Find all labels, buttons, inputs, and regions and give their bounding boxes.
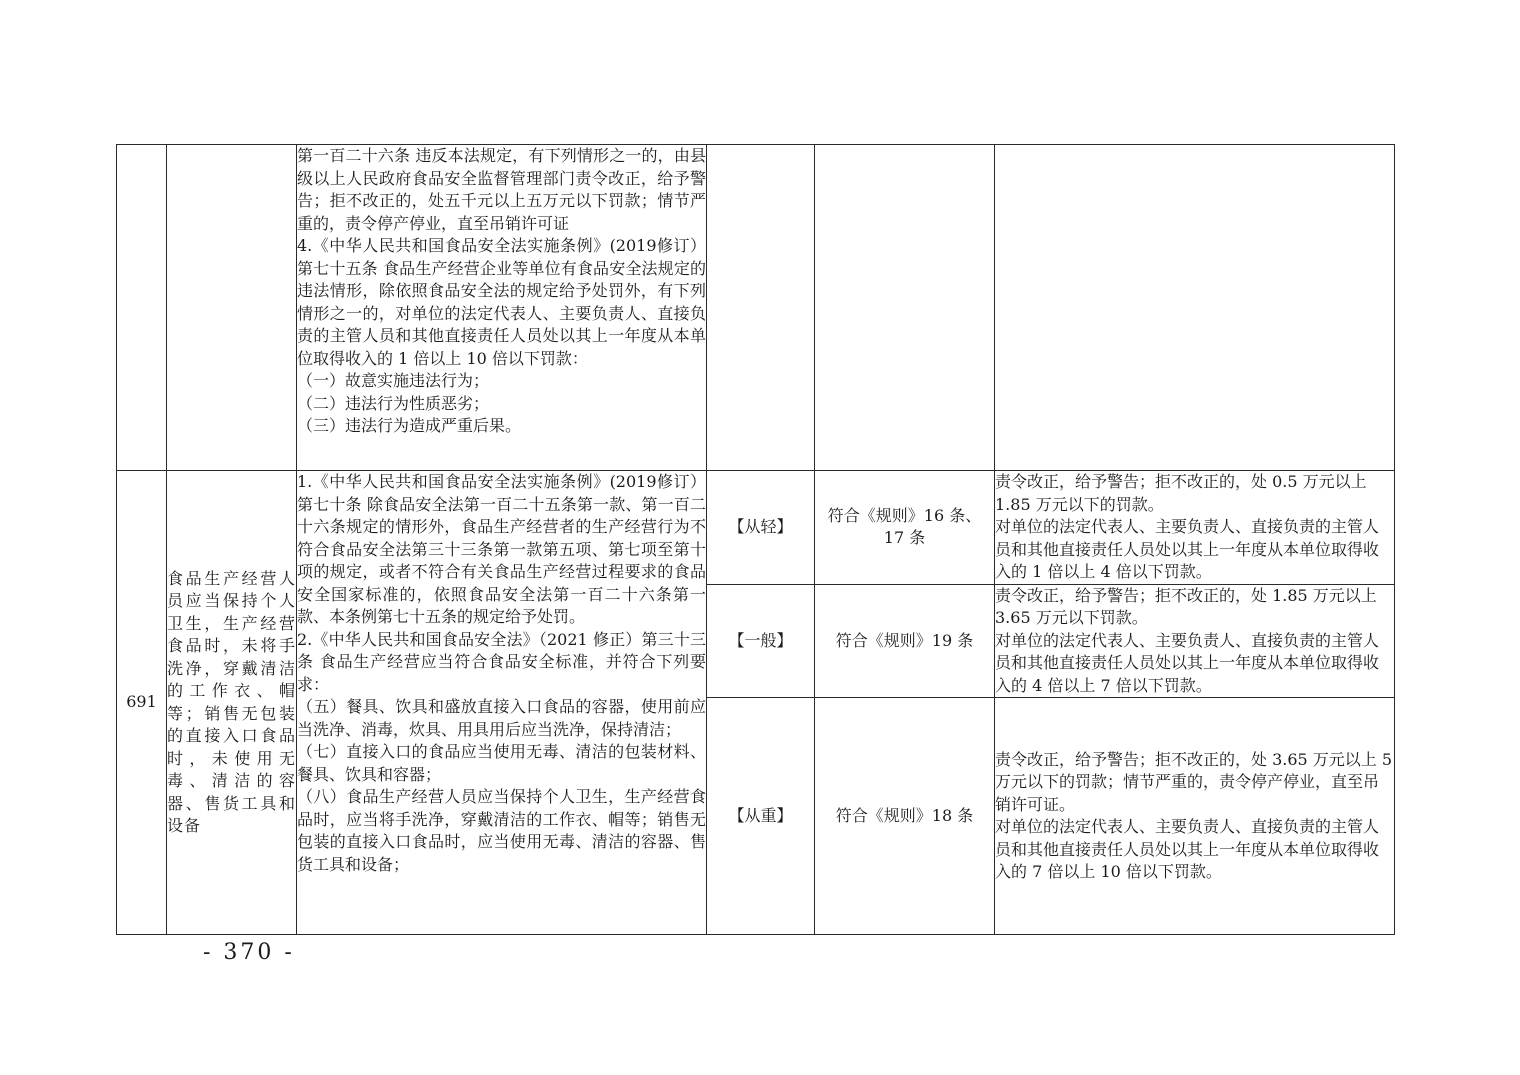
law-line: （一）故意实施违法行为； — [297, 371, 490, 390]
law-line: （七）直接入口的食品应当使用无毒、清洁的包装材料、餐具、饮具和容器； — [297, 742, 706, 784]
law-line: 2.《中华人民共和国食品安全法》（2021 修正）第三十三条 食品生产经营应当符合食品安全标准，并符合下列要求： — [297, 629, 706, 694]
standard-line: 责令改正，给予警告；拒不改正的，处 1.85 万元以上 3.65 万元以下罚款。 — [995, 585, 1377, 627]
grade-level: 【从重】 — [707, 698, 815, 935]
grade-standard — [995, 584, 1395, 698]
standard-cell-empty — [995, 145, 1395, 471]
level-cell-empty — [707, 145, 815, 471]
grade-level: 【一般】 — [707, 584, 815, 698]
table-row-continued — [117, 145, 1395, 471]
row-number: 691 — [117, 471, 167, 935]
law-basis-cell — [297, 471, 707, 935]
penalty-table — [116, 144, 1395, 935]
grade-level: 【从轻】 — [707, 471, 815, 585]
law-line: （五）餐具、饮具和盛放直接入口食品的容器，使用前应当洗净、消毒，炊具、用具用后应当洗净，保持清洁； — [297, 697, 706, 739]
standard-line: 对单位的法定代表人、主要负责人、直接负责的主管人员和其他直接责任人员处以其上一年度从本单位取得收入的 4 倍以上 7 倍以下罚款。 — [995, 630, 1380, 695]
law-line: 第一百二十六条 违反本法规定，有下列情形之一的，由县级以上人民政府食品安全监督管理部门责令改正，给予警告；拒不改正的，处五千元以上五万元以下罚款；情节严重的，责令停产停业，直至吊销许可证 — [297, 146, 706, 233]
standard-line: 对单位的法定代表人、主要负责人、直接负责的主管人员和其他直接责任人员处以其上一年度从本单位取得收入的 1 倍以上 4 倍以下罚款。 — [995, 517, 1380, 581]
grade-standard — [995, 698, 1395, 935]
table-row — [117, 471, 1395, 585]
grade-condition: 符合《规则》16 条、17 条 — [815, 471, 995, 585]
standard-line: 责令改正，给予警告；拒不改正的，处 3.65 万元以上 5 万元以下的罚款；情节严重的，责令停产停业，直至吊销许可证。 — [995, 749, 1393, 814]
standard-line: 对单位的法定代表人、主要负责人、直接负责的主管人员和其他直接责任人员处以其上一年度从本单位取得收入的 7 倍以上 10 倍以下罚款。 — [995, 817, 1380, 881]
number-cell-empty — [117, 145, 167, 471]
law-basis-cell — [297, 145, 707, 471]
condition-cell-empty — [815, 145, 995, 471]
violation-item: 食品生产经营人员应当保持个人卫生，生产经营食品时，未将手洗净，穿戴清洁的工作衣、帽等；销售无包装的直接入口食品时，未使用无毒、清洁的容器、售货工具和设备 — [167, 471, 297, 935]
law-line: 1.《中华人民共和国食品安全法实施条例》(2019修订）第七十条 除食品安全法第一百二十五条第一款、第一百二十六条规定的情形外，食品生产经营者的生产经营行为不符合食品安全法第三十三条第一款第五项、第七项至第十项的规定，或者不符合有关食品生产经营过程要求的食品安全国家标准的，依照食品安全法第一百二十六条第一款、本条例第七十五条的规定给予处罚。 — [297, 472, 706, 626]
page-number: - 370 - — [203, 940, 295, 965]
grade-condition: 符合《规则》18 条 — [815, 698, 995, 935]
law-line: 4.《中华人民共和国食品安全法实施条例》(2019修订）第七十五条 食品生产经营企业等单位有食品安全法规定的违法情形，除依照食品安全法的规定给予处罚外，有下列情形之一的，对单位的法定代表人、主要负责人、直接负责的主管人员和其他直接责任人员处以其上一年度从本单位取得收入的 1 倍以上 10 倍以下罚款： — [297, 236, 706, 368]
grade-condition: 符合《规则》19 条 — [815, 584, 995, 698]
item-cell-empty — [167, 145, 297, 471]
standard-line: 责令改正，给予警告；拒不改正的，处 0.5 万元以上 1.85 万元以下的罚款。 — [995, 472, 1367, 514]
law-line: （三）违法行为造成严重后果。 — [297, 416, 522, 435]
law-line: （二）违法行为性质恶劣； — [297, 393, 490, 413]
grade-standard — [995, 471, 1395, 585]
law-line: （八）食品生产经营人员应当保持个人卫生，生产经营食品时，应当将手洗净，穿戴清洁的工作衣、帽等；销售无包装的直接入口食品时，应当使用无毒、清洁的容器、售货工具和设备； — [297, 787, 706, 874]
